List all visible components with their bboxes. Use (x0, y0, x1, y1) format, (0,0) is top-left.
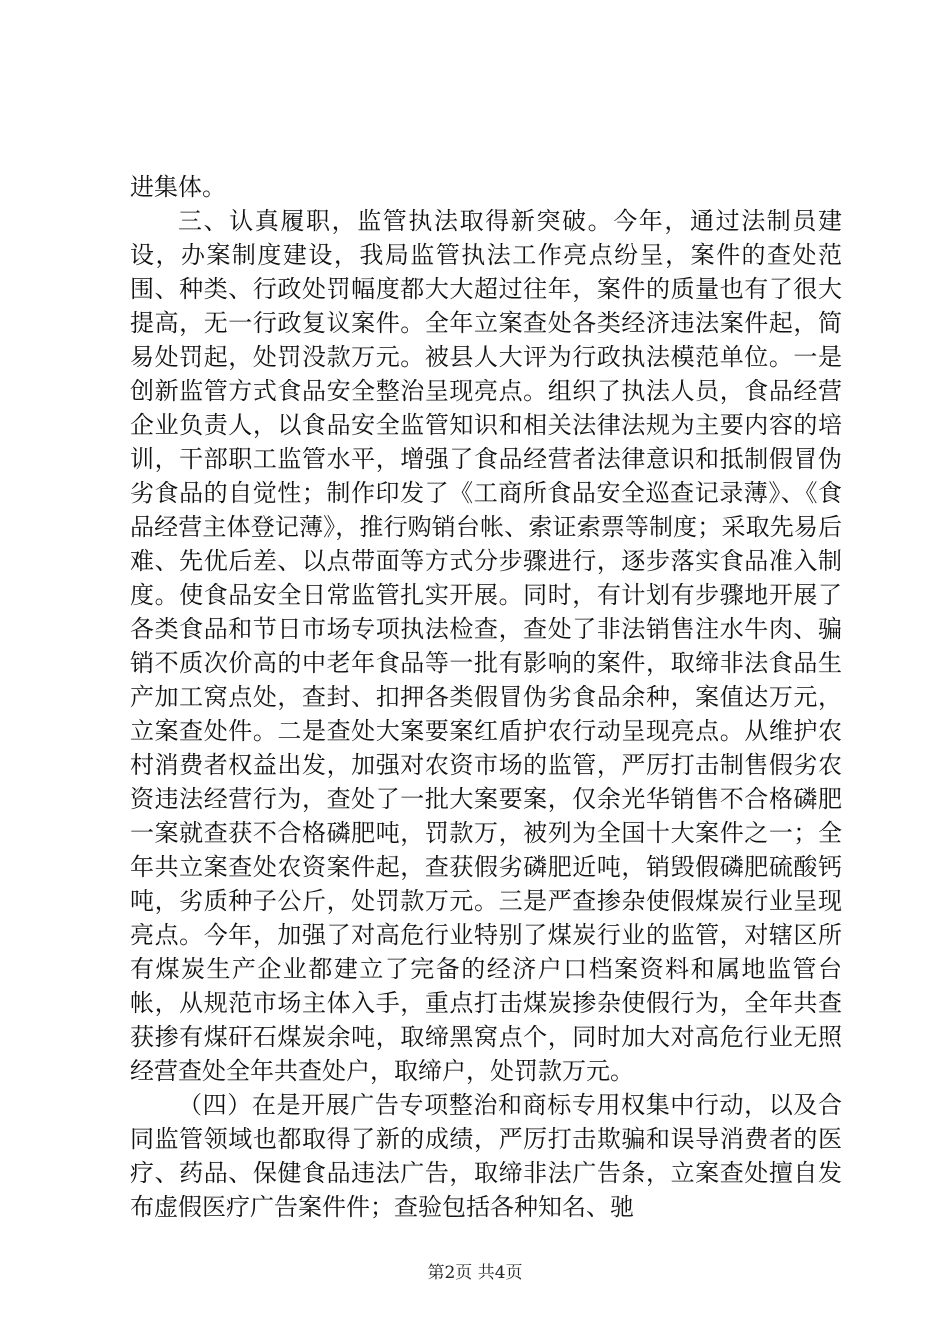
paragraph-section-three: 三、认真履职，监管执法取得新突破。今年，通过法制员建设，办案制度建设，我局监管执法工作亮点纷呈，案件的查处范围、种类、行政处罚幅度都大大超过往年，案件的质量也有了很大提高，无一行政复议案件。全年立案查处各类经济违法案件起，简易处罚起，处罚没款万元。被县人大评为行政执法模范单位。一是创新监管方式食品安全整治呈现亮点。组织了执法人员，食品经营企业负责人，以食品安全监管知识和相关法律法规为主要内容的培训，干部职工监管水平，增强了食品经营者法律意识和抵制假冒伪劣食品的自觉性；制作印发了《工商所食品安全巡查记录薄》、《食品经营主体登记薄》，推行购销台帐、索证索票等制度；采取先易后难、先优后差、以点带面等方式分步骤进行，逐步落实食品准入制度。使食品安全日常监管扎实开展。同时，有计划有步骤地开展了各类食品和节日市场专项执法检查，查处了非法销售注水牛肉、骗销不质次价高的中老年食品等一批有影响的案件，取缔非法食品生产加工窝点处，查封、扣押各类假冒伪劣食品余种，案值达万元，立案查处件。二是查处大案要案红盾护农行动呈现亮点。从维护农村消费者权益出发，加强对农资市场的监管，严厉打击制售假劣农资违法经营行为，查处了一批大案要案，仅余光华销售不合格磷肥一案就查获不合格磷肥吨，罚款万，被列为全国十大案件之一；全年共立案查处农资案件起，查获假劣磷肥近吨，销毁假磷肥硫酸钙吨，劣质种子公斤，处罚款万元。三是严查掺杂使假煤炭行业呈现亮点。今年，加强了对高危行业特别了煤炭行业的监管，对辖区所有煤炭生产企业都建立了完备的经济户口档案资料和属地监管台帐，从规范市场主体入手，重点打击煤炭掺杂使假行为，全年共查获掺有煤矸石煤炭余吨，取缔黑窝点个，同时加大对高危行业无照经营查处全年共查处户，取缔户，处罚款万元。 (130, 207, 842, 1085)
document-body (130, 170, 842, 1224)
paragraph-continuation: 进集体。 (130, 173, 226, 201)
paragraph-section-four: （四）在是开展广告专项整治和商标专用权集中行动，以及合同监管领域也都取得了新的成绩，严厉打击欺骗和误导消费者的医疗、药品、保健食品违法广告，取缔非法广告条，立案查处擅自发布虚假医疗广告案件件；查验包括各种知名、驰 (130, 1091, 842, 1221)
page-number-footer: 第2页 共4页 (427, 1263, 523, 1283)
